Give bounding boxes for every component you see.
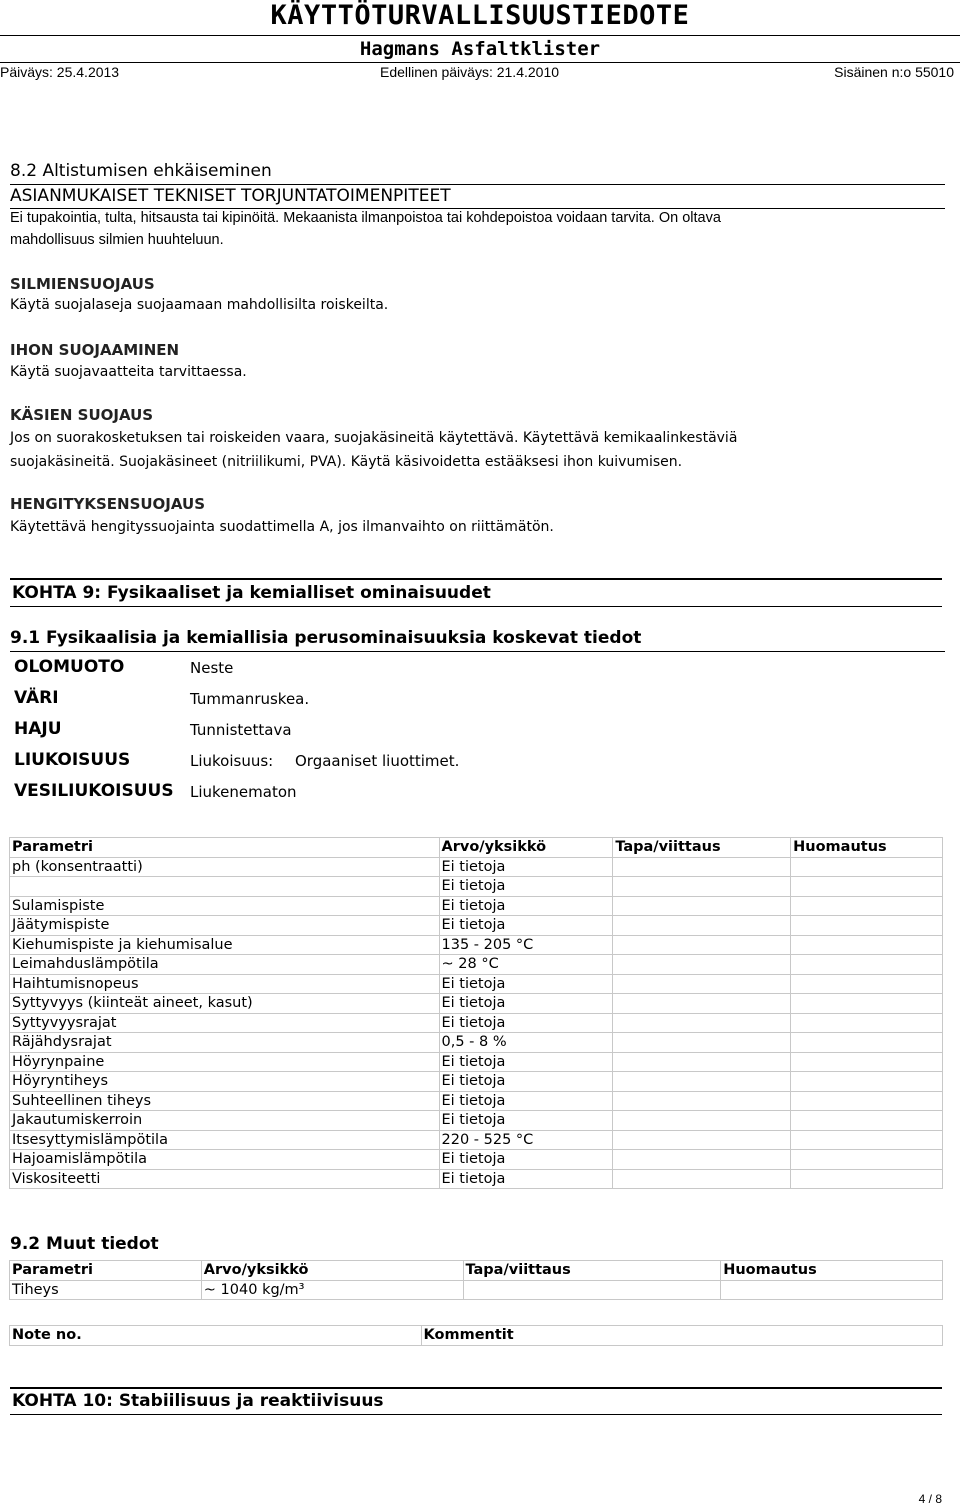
- table-header-cell: Tapa/viittaus: [613, 838, 791, 858]
- table-cell: [613, 1052, 791, 1072]
- table-cell: Itsesyttymislämpötila: [10, 1130, 440, 1150]
- table-header-cell: Note no.: [10, 1326, 422, 1346]
- respiratory-protection-text: Käytettävä hengityssuojainta suodattimella A, jos ilmanvaihto on riittämätön.: [10, 519, 554, 535]
- prop-value: Tummanruskea.: [190, 690, 310, 708]
- table-row: [10, 1111, 943, 1131]
- section-9-rule: [10, 578, 942, 580]
- table-cell: Kiehumispiste ja kiehumisalue: [10, 935, 440, 955]
- table-cell: [613, 935, 791, 955]
- properties-table: [9, 837, 943, 1189]
- section-10-rule: [10, 1387, 942, 1389]
- table-cell: [791, 1033, 943, 1053]
- table-cell: [791, 1111, 943, 1131]
- page-number: 4 / 8: [918, 1492, 942, 1506]
- table-cell: [791, 1072, 943, 1092]
- table-row: [10, 955, 943, 975]
- table-cell: Suhteellinen tiheys: [10, 1091, 440, 1111]
- table-cell: Jäätymispiste: [10, 916, 440, 936]
- hand-protection-heading: KÄSIEN SUOJAUS: [10, 406, 154, 424]
- table-cell: Ei tietoja: [439, 1072, 613, 1092]
- table-cell: [791, 935, 943, 955]
- rule: [10, 651, 945, 652]
- table-cell: [613, 1033, 791, 1053]
- internal-number: Sisäinen n:o 55010: [834, 64, 954, 80]
- table-row: [10, 1052, 943, 1072]
- skin-protection-text: Käytä suojavaatteita tarvittaessa.: [10, 364, 247, 380]
- table-cell: [791, 896, 943, 916]
- notes-table: [9, 1325, 943, 1346]
- table-cell: [791, 916, 943, 936]
- table-header-cell: Parametri: [10, 838, 440, 858]
- table-cell: [791, 994, 943, 1014]
- table-cell: [613, 1150, 791, 1170]
- table-cell: Ei tietoja: [439, 1169, 613, 1189]
- header-info-bar: [0, 64, 960, 84]
- table-row: [10, 1169, 943, 1189]
- table-cell: [613, 857, 791, 877]
- table-row: [10, 1150, 943, 1170]
- table-cell: 220 - 525 °C: [439, 1130, 613, 1150]
- table-row: [10, 974, 943, 994]
- prop-value: Neste: [190, 659, 234, 677]
- table-cell: 0,5 - 8 %: [439, 1033, 613, 1053]
- table-cell: [791, 1013, 943, 1033]
- table-cell: [791, 1091, 943, 1111]
- table-row: [10, 896, 943, 916]
- table-cell: Ei tietoja: [439, 1052, 613, 1072]
- prop-label: LIUKOISUUS: [14, 750, 131, 770]
- other-info-table: [9, 1260, 943, 1300]
- prop-label: OLOMUOTO: [14, 657, 125, 677]
- rule: [10, 606, 942, 607]
- prop-value: Liukenematon: [190, 783, 297, 801]
- table-cell: [613, 955, 791, 975]
- section-8-2-heading: 8.2 Altistumisen ehkäiseminen: [10, 161, 272, 181]
- header-rule-top: [0, 35, 960, 36]
- table-cell: [613, 877, 791, 897]
- table-cell: [613, 1013, 791, 1033]
- header-rule-bottom: [0, 62, 960, 63]
- technical-controls-line-1: Ei tupakointia, tulta, hitsausta tai kipinöitä. Mekaanista ilmanpoistoa tai kohdepoistoa voidaan tarvita. On oltava: [10, 210, 721, 226]
- table-cell: [613, 1130, 791, 1150]
- table-cell: Ei tietoja: [439, 974, 613, 994]
- table-cell: [10, 877, 440, 897]
- table-cell: Jakautumiskerroin: [10, 1111, 440, 1131]
- table-cell: [613, 974, 791, 994]
- table-cell: [613, 1111, 791, 1131]
- date: Päiväys: 25.4.2013: [0, 64, 120, 80]
- document-title: KÄYTTÖTURVALLISUUSTIEDOTE: [270, 0, 690, 31]
- table-cell: [791, 857, 943, 877]
- eye-protection-text: Käytä suojalaseja suojaamaan mahdollisilta roiskeilta.: [10, 297, 389, 313]
- table-cell: [791, 1169, 943, 1189]
- table-cell: ph (konsentraatti): [10, 857, 440, 877]
- table-cell: [613, 1072, 791, 1092]
- table-cell: ~ 28 °C: [439, 955, 613, 975]
- table-row: [10, 1280, 943, 1300]
- technical-controls-heading: ASIANMUKAISET TEKNISET TORJUNTATOIMENPITEET: [10, 186, 451, 206]
- table-header-cell: Huomautus: [721, 1261, 943, 1281]
- table-header-cell: Arvo/yksikkö: [201, 1261, 463, 1281]
- table-cell: [463, 1280, 721, 1300]
- table-header-cell: Arvo/yksikkö: [439, 838, 613, 858]
- eye-protection-heading: SILMIENSUOJAUS: [10, 275, 155, 293]
- table-cell: Tiheys: [10, 1280, 202, 1300]
- hand-protection-line-1: Jos on suorakosketuksen tai roiskeiden vaara, suojakäsineitä käytettävä. Käytettävä kemikaalinkestäviä: [10, 430, 738, 446]
- table-cell: [613, 1169, 791, 1189]
- table-cell: Syttyvyysrajat: [10, 1013, 440, 1033]
- table-cell: Höyrynpaine: [10, 1052, 440, 1072]
- prop-extra: Orgaaniset liuottimet.: [295, 752, 460, 770]
- prop-label: HAJU: [14, 719, 62, 739]
- rule: [10, 184, 945, 185]
- table-cell: [791, 1130, 943, 1150]
- table-cell: Ei tietoja: [439, 994, 613, 1014]
- skin-protection-heading: IHON SUOJAAMINEN: [10, 341, 180, 359]
- section-9-1-heading: 9.1 Fysikaalisia ja kemiallisia perusominaisuuksia koskevat tiedot: [10, 628, 642, 648]
- table-header-row: [10, 1326, 943, 1346]
- table-header-cell: Huomautus: [791, 838, 943, 858]
- table-cell: Leimahduslämpötila: [10, 955, 440, 975]
- table-row: [10, 1072, 943, 1092]
- prop-value: Liukoisuus:: [190, 752, 274, 770]
- table-header-cell: Tapa/viittaus: [463, 1261, 721, 1281]
- table-cell: Hajoamislämpötila: [10, 1150, 440, 1170]
- table-cell: [613, 994, 791, 1014]
- table-cell: Ei tietoja: [439, 857, 613, 877]
- table-row: [10, 877, 943, 897]
- table-header-row: [10, 1261, 943, 1281]
- table-cell: 135 - 205 °C: [439, 935, 613, 955]
- technical-controls-line-2: mahdollisuus silmien huuhteluun.: [10, 232, 224, 248]
- table-header-cell: Parametri: [10, 1261, 202, 1281]
- table-cell: [791, 1150, 943, 1170]
- table-cell: Ei tietoja: [439, 1150, 613, 1170]
- table-cell: Viskositeetti: [10, 1169, 440, 1189]
- table-cell: Ei tietoja: [439, 1091, 613, 1111]
- table-cell: Sulamispiste: [10, 896, 440, 916]
- table-cell: Ei tietoja: [439, 896, 613, 916]
- section-9-2-heading: 9.2 Muut tiedot: [10, 1234, 159, 1254]
- table-header-cell: Kommentit: [421, 1326, 942, 1346]
- table-row: [10, 1130, 943, 1150]
- table-row: [10, 935, 943, 955]
- table-cell: Syttyvyys (kiinteät aineet, kasut): [10, 994, 440, 1014]
- table-row: [10, 1091, 943, 1111]
- prop-label: VÄRI: [14, 688, 59, 708]
- prop-label: VESILIUKOISUUS: [14, 781, 174, 801]
- table-cell: [613, 896, 791, 916]
- table-cell: [613, 916, 791, 936]
- table-row: [10, 994, 943, 1014]
- table-row: [10, 1013, 943, 1033]
- table-cell: Ei tietoja: [439, 916, 613, 936]
- table-cell: Ei tietoja: [439, 877, 613, 897]
- table-row: [10, 1033, 943, 1053]
- hand-protection-line-2: suojakäsineitä. Suojakäsineet (nitriilikumi, PVA). Käytä käsivoidetta estääksesi ihon kuivumisen.: [10, 454, 683, 470]
- product-name: Hagmans Asfaltklister: [359, 38, 601, 60]
- table-cell: Haihtumisnopeus: [10, 974, 440, 994]
- table-cell: [721, 1280, 943, 1300]
- table-cell: ~ 1040 kg/m³: [201, 1280, 463, 1300]
- respiratory-protection-heading: HENGITYKSENSUOJAUS: [10, 495, 206, 513]
- prop-value: Tunnistettava: [190, 721, 292, 739]
- table-cell: [791, 877, 943, 897]
- section-10-heading: KOHTA 10: Stabiilisuus ja reaktiivisuus: [12, 1391, 384, 1411]
- table-row: [10, 857, 943, 877]
- previous-date: Edellinen päiväys: 21.4.2010: [380, 64, 560, 80]
- table-cell: [791, 974, 943, 994]
- table-cell: Ei tietoja: [439, 1111, 613, 1131]
- table-header-row: [10, 838, 943, 858]
- table-cell: [791, 1052, 943, 1072]
- rule: [10, 1414, 942, 1415]
- table-cell: Höyryntiheys: [10, 1072, 440, 1092]
- section-9-heading: KOHTA 9: Fysikaaliset ja kemialliset ominaisuudet: [12, 583, 491, 603]
- table-row: [10, 916, 943, 936]
- table-cell: Ei tietoja: [439, 1013, 613, 1033]
- table-cell: Räjähdysrajat: [10, 1033, 440, 1053]
- table-cell: [613, 1091, 791, 1111]
- table-cell: [791, 955, 943, 975]
